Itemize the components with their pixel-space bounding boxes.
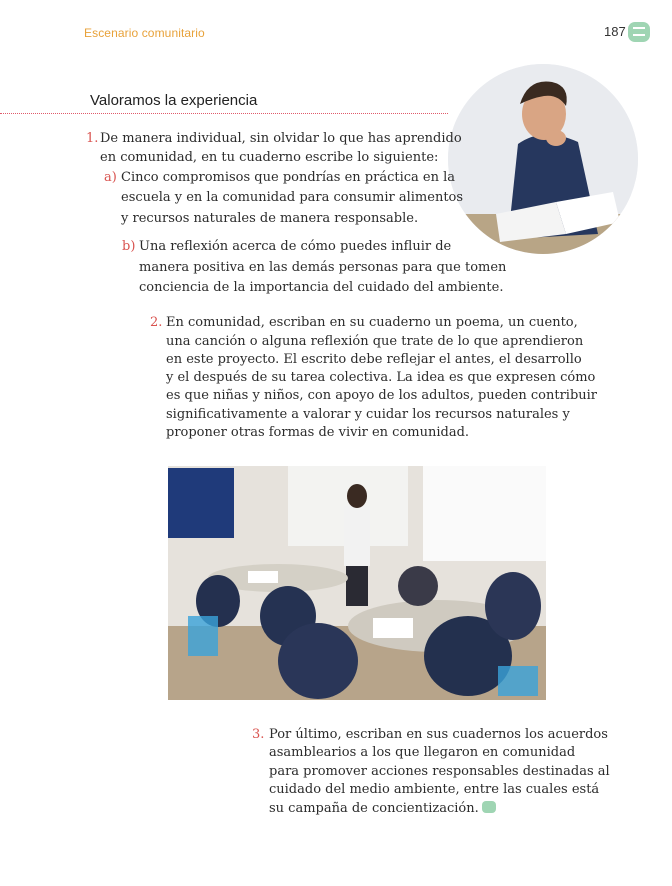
item-3-line-3: para promover acciones responsables destinadas al [269,764,610,779]
item-2-line-3: en este proyecto. El escrito debe reflejar el antes, el desarrollo [166,352,582,367]
title-divider [0,113,448,114]
item-2-line-5: es que niñas y niños, con apoyo de los adultos, pueden contribuir [166,388,598,403]
item-1b-line-2: manera positiva en las demás personas para que tomen [139,260,507,275]
item-1b-line-1: Una reflexión acerca de cómo puedes influir de [139,239,452,254]
item-1a-line-2: escuela y en la comunidad para consumir alimentos [121,190,464,205]
classroom-photo [168,466,546,700]
item-1-line-1: De manera individual, sin olvidar lo que has aprendido [100,131,462,146]
boy-thinking-photo [448,64,638,254]
item-3-line-1: Por último, escriban en sus cuadernos los acuerdos [269,727,608,742]
item-1b-line-3: conciencia de la importancia del cuidado del ambiente. [139,280,504,295]
item-3-number: 3. [252,727,265,742]
item-2-line-2: una canción o alguna reflexión que trate de lo que aprendieron [166,334,584,349]
item-1b-label: b) [122,239,136,254]
item-2-line-4: y el después de su tarea colectiva. La idea es que expresen cómo [166,370,596,385]
item-1a-line-1: Cinco compromisos que pondrías en práctica en la [121,170,456,185]
item-3-line-5 [269,800,496,819]
item-1-number: 1. [86,131,99,146]
item-2-number: 2. [150,315,163,330]
item-3-line-5-text: su campaña de concientización. [269,801,479,816]
item-2-line-7: proponer otras formas de vivir en comunidad. [166,425,470,440]
section-title: Valoramos la experiencia [90,92,258,109]
item-1-line-2: en comunidad, en tu cuaderno escribe lo siguiente: [100,150,439,165]
item-3-line-2: asamblearios a los que llegaron en comunidad [269,745,576,760]
item-2-line-6: significativamente a valorar y cuidar los recursos naturales y [166,407,570,422]
book-icon [482,801,496,813]
section-label: Escenario comunitario [84,26,205,40]
item-2-line-1: En comunidad, escriban en su cuaderno un poema, un cuento, [166,315,578,330]
item-1a-label: a) [104,170,117,185]
item-3-line-4: cuidado del medio ambiente, entre las cuales está [269,782,600,797]
book-icon [628,22,650,42]
item-1a-line-3: y recursos naturales de manera responsable. [121,211,419,226]
page-number: 187 [604,24,626,39]
